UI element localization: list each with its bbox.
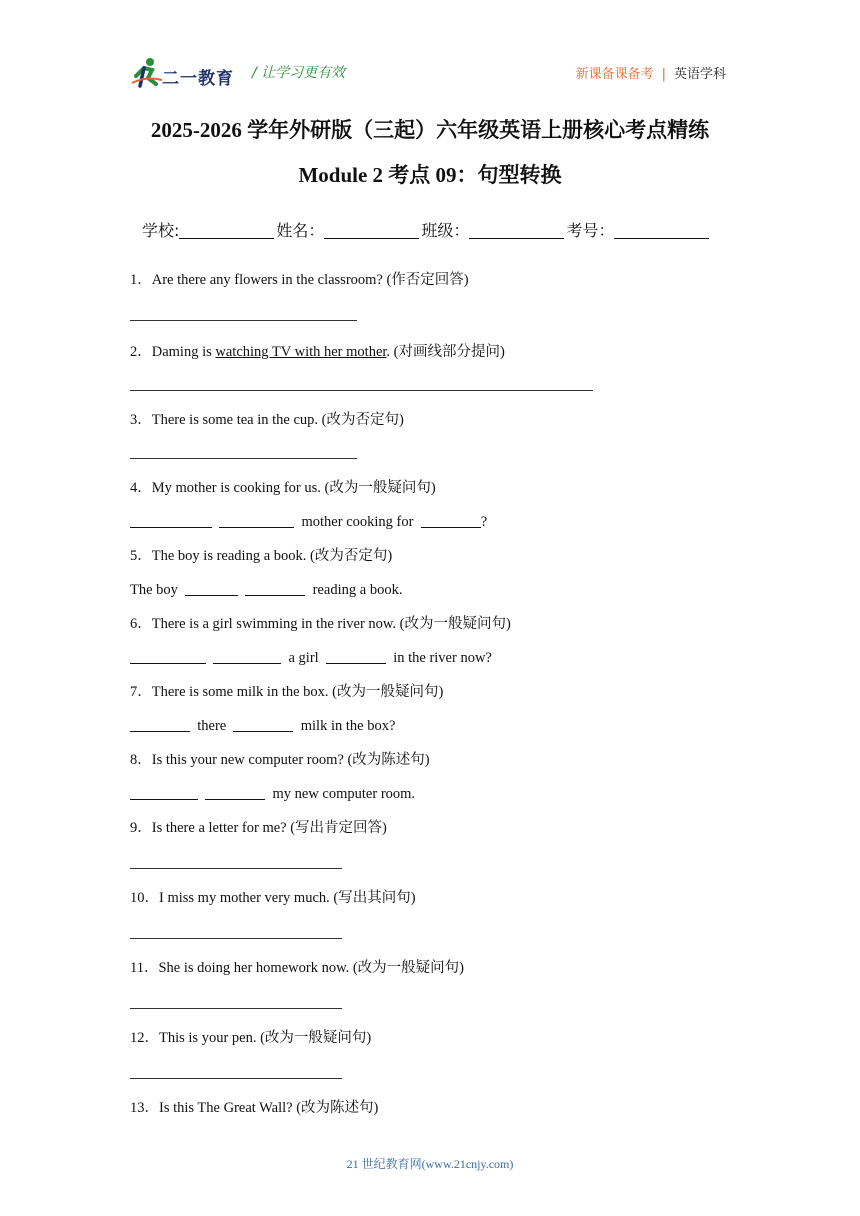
answer-5-end: reading a book.: [312, 582, 403, 598]
answer-7-end: milk in the box?: [300, 718, 396, 734]
blank[interactable]: [130, 512, 212, 528]
blank[interactable]: [185, 580, 238, 596]
question-10: 10．I miss my mother very much. (写出其问句): [130, 890, 416, 906]
question-7: 7．There is some milk in the box. (改为一般疑问句): [130, 684, 444, 700]
blank[interactable]: [213, 648, 281, 664]
blank[interactable]: [219, 512, 294, 528]
logo-text: 二一教育: [162, 69, 234, 89]
logo: [130, 56, 245, 90]
question-13: 13．Is this The Great Wall? (改为陈述句): [130, 1100, 379, 1116]
slogan: / 让学习更有效: [252, 65, 346, 81]
runner-logo-icon: [130, 56, 164, 90]
answer-6-end: in the river now?: [393, 650, 492, 666]
page-footer: 21 世纪教育网(www.21cnjy.com): [346, 1157, 514, 1171]
answer-4: [130, 512, 730, 532]
answer-line-9[interactable]: [130, 867, 342, 869]
blank[interactable]: [130, 648, 206, 664]
blank[interactable]: [421, 512, 481, 528]
answer-6-mid: a girl: [288, 650, 319, 666]
answer-7-mid: there: [197, 718, 227, 734]
answer-line-11[interactable]: [130, 1007, 342, 1009]
school-label: 学校:: [142, 221, 180, 240]
blank[interactable]: [245, 580, 305, 596]
question-list: [130, 266, 730, 1118]
answer-4-end: ?: [480, 514, 488, 530]
student-info: [142, 218, 711, 241]
blank[interactable]: [130, 784, 198, 800]
answer-5-start: The boy: [130, 582, 178, 598]
answer-line-2[interactable]: [130, 389, 593, 391]
blank[interactable]: [326, 648, 386, 664]
answer-7: [130, 716, 730, 736]
blank[interactable]: [233, 716, 293, 732]
class-blank[interactable]: [469, 220, 564, 239]
answer-6: [130, 648, 730, 668]
answer-5: [130, 580, 730, 600]
school-blank[interactable]: [179, 220, 274, 239]
name-blank[interactable]: [324, 220, 419, 239]
answer-line-10[interactable]: [130, 937, 342, 939]
header-right: [576, 63, 726, 82]
question-9: 9．Is there a letter for me? (写出肯定回答): [130, 820, 387, 836]
page-title: 2025-2026 学年外研版（三起）六年级英语上册核心考点精练: [150, 118, 710, 142]
question-4: 4．My mother is cooking for us. (改为一般疑问句): [130, 480, 436, 496]
question-2-underlined: watching TV with her mother: [215, 344, 387, 360]
page-subtitle: Module 2 考点 09：句型转换: [298, 163, 562, 187]
question-3: 3．There is some tea in the cup. (改为否定句): [130, 412, 404, 428]
question-2: [130, 342, 730, 362]
number-label: 考号：: [566, 221, 615, 240]
header-subject: 英语学科: [673, 67, 726, 82]
question-6: 6．There is a girl swimming in the river now. (改为一般疑问句): [130, 616, 511, 632]
name-label: 姓名：: [276, 221, 325, 240]
question-1: 1．Are there any flowers in the classroom? (作否定回答): [130, 272, 469, 288]
number-blank[interactable]: [614, 220, 709, 239]
blank[interactable]: [130, 716, 190, 732]
question-8: 8．Is this your new computer room? (改为陈述句): [130, 752, 430, 768]
answer-line-12[interactable]: [130, 1077, 342, 1079]
question-2-instruction: . (对画线部分提问): [386, 344, 505, 360]
question-11: 11．She is doing her homework now. (改为一般疑问句): [130, 960, 465, 976]
blank[interactable]: [205, 784, 265, 800]
answer-8: [130, 784, 730, 804]
header-tagline: 新课备课备考: [575, 67, 654, 82]
answer-line-1[interactable]: [130, 319, 357, 321]
class-label: 班级：: [421, 221, 470, 240]
answer-line-3[interactable]: [130, 457, 357, 459]
answer-4-text: mother cooking for: [301, 514, 414, 530]
question-12: 12．This is your pen. (改为一般疑问句): [130, 1030, 372, 1046]
question-2-text: 2．Daming is: [130, 344, 216, 360]
answer-8-end: my new computer room.: [272, 786, 416, 802]
question-5: 5．The boy is reading a book. (改为否定句): [130, 548, 393, 564]
header-separator: |: [661, 67, 666, 82]
page-header: [130, 52, 726, 92]
